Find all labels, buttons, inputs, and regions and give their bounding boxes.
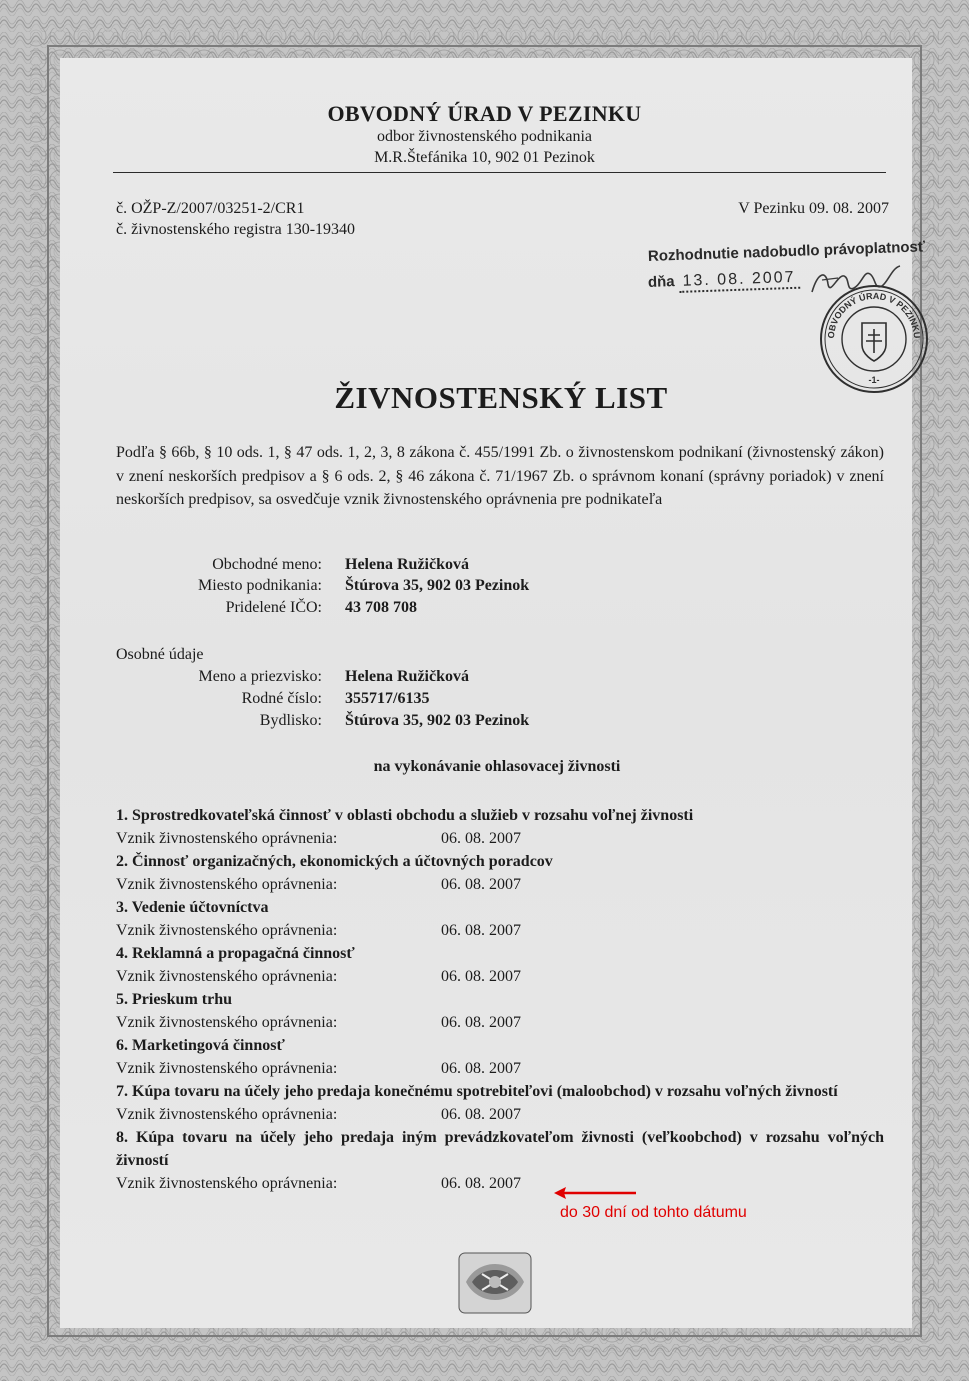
activity-title: 4. Reklamná a propagačná činnosť (116, 945, 355, 962)
origin-line (116, 1011, 884, 1034)
origin-date: 06. 08. 2007 (441, 922, 521, 939)
origin-line (116, 827, 884, 850)
place-date: V Pezinku 09. 08. 2007 (738, 200, 889, 217)
list-item (116, 1034, 884, 1080)
origin-line (116, 873, 884, 896)
origin-date: 06. 08. 2007 (441, 876, 521, 893)
activity-heading: na vykonávanie ohlasovacej živnosti (373, 758, 621, 775)
origin-label: Vznik živnostenského oprávnenia: (116, 1175, 338, 1192)
list-item (116, 1080, 884, 1126)
business-location-label: Miesto podnikania: (198, 577, 322, 594)
list-item (116, 1126, 884, 1195)
activity-title: 3. Vedenie účtovníctva (116, 899, 269, 916)
activity-title: 7. Kúpa tovaru na účely jeho predaja konečnému spotrebiteľovi (maloobchod) v rozsahu voľných živností (116, 1083, 838, 1100)
origin-date: 06. 08. 2007 (441, 1014, 521, 1031)
origin-label: Vznik živnostenského oprávnenia: (116, 1014, 338, 1031)
document-title: ŽIVNOSTENSKÝ LIST (334, 380, 668, 415)
birth-number-label: Rodné číslo: (241, 690, 322, 707)
residence-label: Bydlisko: (259, 712, 322, 729)
origin-line (116, 965, 884, 988)
residence-value: Štúrova 35, 902 03 Pezinok (345, 712, 530, 729)
origin-label: Vznik živnostenského oprávnenia: (116, 968, 338, 985)
deadline-annotation: do 30 dní od tohto dátumu (560, 1204, 747, 1221)
list-item (116, 896, 884, 942)
activity-title: 6. Marketingová činnosť (116, 1037, 285, 1054)
origin-label: Vznik živnostenského oprávnenia: (116, 876, 338, 893)
department-name: odbor živnostenského podnikania (376, 128, 593, 145)
business-name-value: Helena Ružičková (345, 556, 469, 573)
list-item (116, 942, 884, 988)
origin-line (116, 1103, 884, 1126)
origin-label: Vznik živnostenského oprávnenia: (116, 1060, 338, 1077)
business-name-label: Obchodné meno: (212, 556, 322, 573)
origin-label: Vznik živnostenského oprávnenia: (116, 1106, 338, 1123)
validity-stamp-date: 13. 08. 2007 (678, 269, 800, 293)
origin-date: 06. 08. 2007 (441, 1106, 521, 1123)
origin-date: 06. 08. 2007 (441, 1175, 521, 1192)
office-name: OBVODNÝ ÚRAD V PEZINKU (327, 101, 642, 126)
full-name-label: Meno a priezvisko: (198, 668, 322, 685)
trade-activities-list (116, 804, 884, 1195)
ico-value: 43 708 708 (345, 599, 417, 616)
personal-data-heading: Osobné údaje (116, 646, 204, 663)
origin-date: 06. 08. 2007 (441, 830, 521, 847)
office-address: M.R.Štefánika 10, 902 01 Pezinok (374, 149, 595, 166)
activity-title: 2. Činnosť organizačných, ekonomických a účtovných poradcov (116, 853, 553, 870)
hologram-sticker (458, 1252, 532, 1314)
activity-title: 8. Kúpa tovaru na účely jeho predaja iným prevádzkovateľom živnosti (veľkoobchod) v rozsahu voľných živností (116, 1129, 884, 1169)
validity-stamp-text: Rozhodnutie nadobudlo právoplatnosť (647, 238, 926, 265)
office-seal (818, 283, 930, 395)
annotation-arrow-icon (552, 1185, 642, 1201)
origin-line (116, 1057, 884, 1080)
business-location-value: Štúrova 35, 902 03 Pezinok (345, 577, 530, 594)
seal-text: OBVODNÝ ÚRAD V PEZINKU (825, 290, 923, 339)
header-divider (113, 172, 886, 173)
list-item (116, 804, 884, 850)
origin-label: Vznik živnostenského oprávnenia: (116, 830, 338, 847)
full-name-value: Helena Ružičková (345, 668, 469, 685)
case-number: č. OŽP-Z/2007/03251-2/CR1 (116, 200, 305, 217)
activity-title: 5. Prieskum trhu (116, 991, 232, 1008)
birth-number-value: 355717/6135 (345, 690, 430, 707)
origin-line (116, 919, 884, 942)
seal-number: -1- (868, 375, 880, 385)
origin-line (116, 1172, 884, 1195)
list-item (116, 850, 884, 896)
origin-label: Vznik živnostenského oprávnenia: (116, 922, 338, 939)
origin-date: 06. 08. 2007 (441, 1060, 521, 1077)
origin-date: 06. 08. 2007 (441, 968, 521, 985)
registry-number: č. živnostenského registra 130-19340 (116, 221, 356, 238)
validity-stamp-prefix: dňa (647, 273, 675, 291)
activity-title: 1. Sprostredkovateľská činnosť v oblasti obchodu a služieb v rozsahu voľnej živnosti (116, 807, 694, 824)
ico-label: Pridelené IČO: (225, 599, 322, 616)
legal-preamble: Podľa § 66b, § 10 ods. 1, § 47 ods. 1, 2, 3, 8 zákona č. 455/1991 Zb. o živnostenskom podnikaní (živnostenský zákon) v znení neskorších predpisov a § 6 ods. 2, § 46 zákona č. 71/1967 Zb. o správnom konaní (správny poriadok) v znení neskorších predpisov, sa osvedčuje vznik živnostenského oprávnenia pre podnikateľa (116, 444, 884, 508)
list-item (116, 988, 884, 1034)
